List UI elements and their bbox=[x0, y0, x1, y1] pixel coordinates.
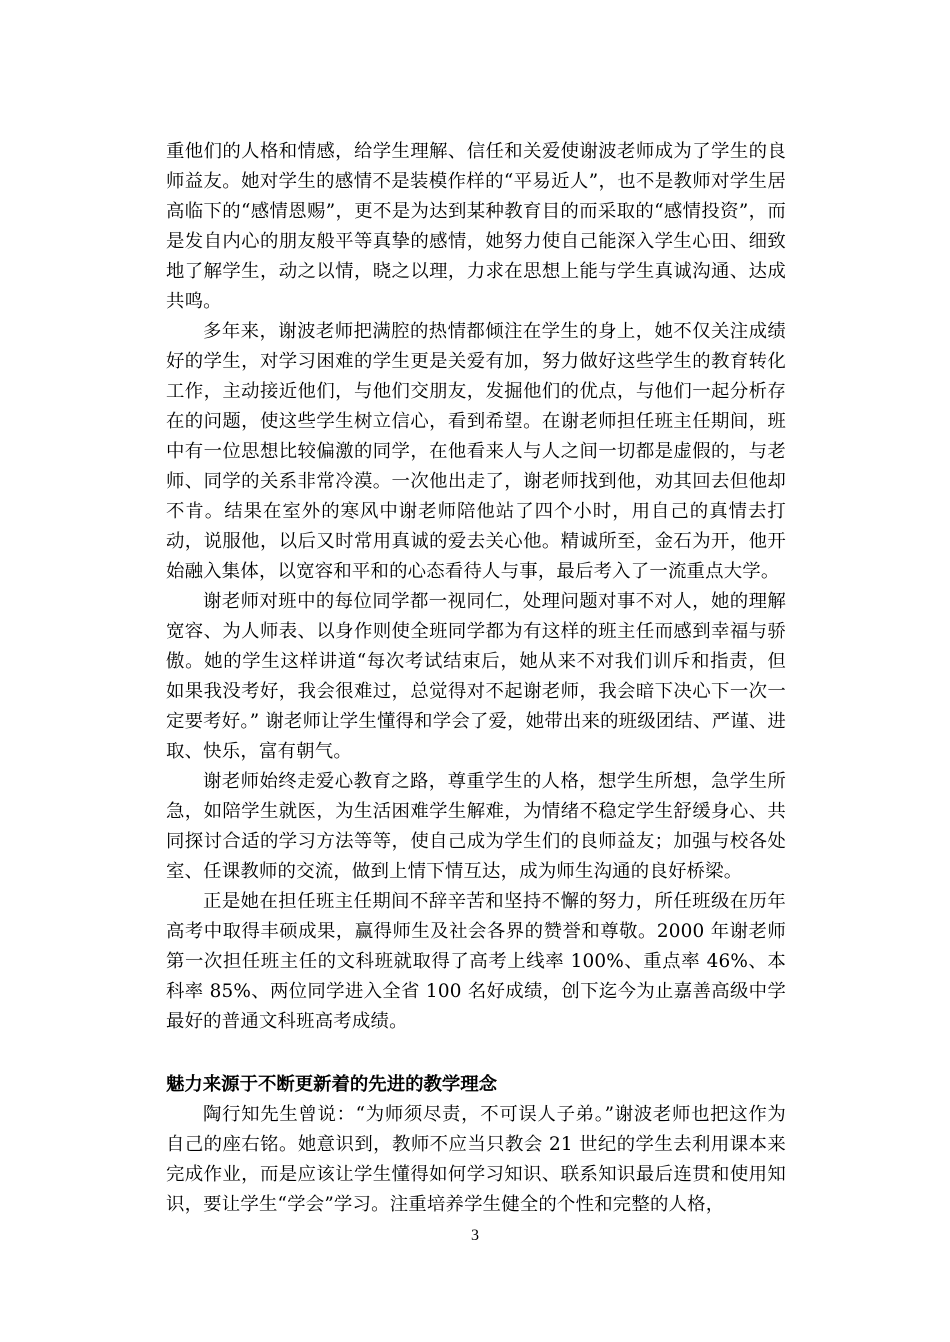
paragraph-continuation: 重他们的人格和情感，给学生理解、信任和关爱使谢波老师成为了学生的良师益友。她对学生的感情不是装模作样的“平易近人”，也不是教师对学生居高临下的“感情恩赐”，更不是为达到某种教育目的而采取的“感情投资”，而是发自内心的朋友般平等真挚的感情，她努力使自己能深入学生心田、细致地了解学生，动之以情，晓之以理，力求在思想上能与学生真诚沟通、达成共鸣。 bbox=[166, 141, 786, 312]
paragraph-after-heading: 陶行知先生曾说：“为师须尽责，不可误人子弟。”谢波老师也把这作为自己的座右铭。她意识到，教师不应当只教会 21 世纪的学生去利用课本来完成作业，而是应该让学生懂得如何学习知识、联系知识最后连贯和使用知识，要让学生“学会”学习。注重培养学生健全的个性和完整的人格， bbox=[166, 1104, 786, 1215]
paragraph-3: 谢老师对班中的每位同学都一视同仁，处理问题对事不对人，她的理解宽容、为人师表、以身作则使全班同学都为有这样的班主任而感到幸福与骄傲。她的学生这样讲道“每次考试结束后，她从来不对我们训斥和指责，但如果我没考好，我会很难过，总觉得对不起谢老师，我会暗下决心下一次一定要考好。” 谢老师让学生懂得和学会了爱，她带出来的班级团结、严谨、进取、快乐，富有朝气。 bbox=[166, 591, 786, 762]
document-page bbox=[166, 137, 786, 1220]
paragraph-2: 多年来，谢波老师把满腔的热情都倾注在学生的身上，她不仅关注成绩好的学生，对学习困难的学生更是关爱有加，努力做好这些学生的教育转化工作，主动接近他们，与他们交朋友，发掘他们的优点，与他们一起分析存在的问题，使这些学生树立信心，看到希望。在谢老师担任班主任期间，班中有一位思想比较偏激的同学，在他看来人与人之间一切都是虚假的，与老师、同学的关系非常冷漠。一次他出走了，谢老师找到他，劝其回去但他却不肯。结果在室外的寒风中谢老师陪他站了四个小时，用自己的真情去打动，说服他，以后又时常用真诚的爱去关心他。精诚所至，金石为开，他开始融入集体，以宽容和平和的心态看待人与事，最后考入了一流重点大学。 bbox=[166, 321, 786, 582]
paragraph-4: 谢老师始终走爱心教育之路，尊重学生的人格，想学生所想，急学生所急，如陪学生就医，为生活困难学生解难，为情绪不稳定学生舒缓身心、共同探讨合适的学习方法等等，使自己成为学生们的良师益友；加强与校各处室、任课教师的交流，做到上情下情互达，成为师生沟通的良好桥梁。 bbox=[166, 771, 786, 882]
page-number: 3 bbox=[471, 1227, 479, 1244]
paragraph-5: 正是她在担任班主任期间不辞辛苦和坚持不懈的努力，所任班级在历年高考中取得丰硕成果，赢得师生及社会各界的赞誉和尊敬。2000 年谢老师第一次担任班主任的文科班就取得了高考上线率 100%、重点率 46%、本科率 85%、两位同学进入全省 100 名好成绩，创下迄今为止嘉善高级中学最好的普通文科班高考成绩。 bbox=[166, 891, 786, 1032]
section-heading: 魅力来源于不断更新着的先进的教学理念 bbox=[166, 1074, 498, 1095]
